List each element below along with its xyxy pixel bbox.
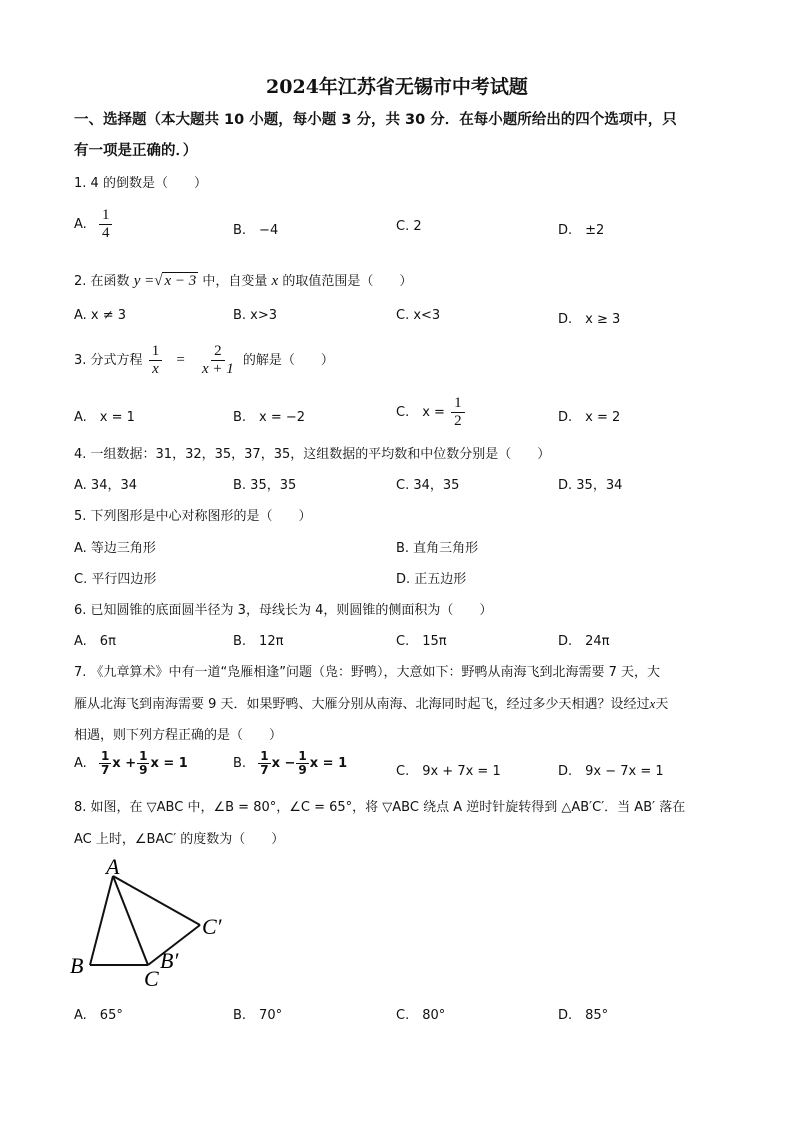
q6-stem: 6. 已知圆锥的底面圆半径为 3，母线长为 4，则圆锥的侧面积为（ ）: [74, 603, 493, 618]
q7-b-end: x = 1: [309, 756, 348, 771]
q3-equals: =: [176, 352, 185, 368]
q7-line2-post: 天: [655, 697, 669, 712]
fraction-denominator: 9: [298, 763, 307, 777]
q2-y-eq: y =: [133, 273, 155, 289]
q3-stem-post: 的解是（ ）: [242, 353, 334, 368]
q1-a-label: A.: [74, 217, 87, 232]
section-heading-line1: 一、选择题（本大题共 10 小题，每小题 3 分，共 30 分．在每小题所给出的四个选项中，只: [74, 112, 677, 128]
q2-option-d: D. x ≥ 3: [558, 312, 621, 327]
q3-option-d: D. x = 2: [558, 410, 621, 425]
q3-stem: [74, 343, 334, 378]
q1-option-c: C. 2: [396, 219, 422, 234]
label-c: C: [144, 966, 159, 991]
q3-c-label: C. x =: [396, 405, 445, 420]
q5-option-a: A. 等边三角形: [74, 541, 156, 556]
q8-line2: AC 上时，∠BAC′ 的度数为（ ）: [74, 832, 285, 847]
q2-option-b: B. x>3: [233, 308, 278, 323]
fraction-denominator: 4: [101, 225, 110, 241]
q3-c-fraction: [451, 395, 465, 430]
q3-right-fraction: [199, 343, 237, 378]
q7-line1: 7. 《九章算术》中有一道“凫雁相逢”问题（凫：野鸭），大意如下：野鸭从南海飞到北海需要 7 天，大: [74, 665, 661, 680]
fraction-numerator: 1: [149, 343, 163, 361]
q7-b-mid: x −: [271, 756, 296, 771]
q1-option-b: B. −4: [233, 223, 279, 238]
q7-line2-pre: 雁从北海飞到南海需要 9 天．如果野鸭、大雁分别从南海、北海同时起飞，经过多少天相遇？设经过: [74, 697, 650, 712]
fraction-numerator: 1: [298, 749, 307, 763]
q7-option-d: D. 9x − 7x = 1: [558, 764, 664, 779]
q1-a-fraction: [99, 207, 113, 242]
label-b-prime: B′: [160, 948, 179, 973]
q2-sqrt: x − 3: [164, 273, 197, 289]
segment-ac: [113, 876, 148, 965]
fraction-numerator: 2: [211, 343, 225, 361]
fraction-denominator: 7: [100, 763, 110, 777]
q6-option-a: A. 6π: [74, 634, 116, 649]
fraction-numerator: 1: [99, 207, 113, 225]
q7-option-c: C. 9x + 7x = 1: [396, 764, 501, 779]
q2-option-a: A. x ≠ 3: [74, 308, 127, 323]
fraction-denominator: 7: [260, 763, 269, 777]
q2-stem-pre: 2. 在函数: [74, 274, 130, 289]
q7-line3: 相遇，则下列方程正确的是（ ）: [74, 728, 283, 743]
q1-option-d: D. ±2: [558, 223, 605, 238]
fraction-numerator: 1: [100, 749, 110, 763]
label-b: B: [70, 953, 84, 978]
q4-option-a: A. 34，34: [74, 478, 138, 493]
fraction-numerator: 1: [451, 395, 465, 413]
q8-option-a: A. 65°: [74, 1008, 123, 1023]
q7-a-end: x = 1: [150, 756, 188, 771]
q5-option-c: C. 平行四边形: [74, 572, 157, 587]
segment-ab: [90, 876, 113, 965]
fraction-denominator: 2: [454, 413, 462, 429]
q3-option-c: [396, 395, 467, 430]
q2-var: x: [271, 273, 279, 289]
q7-a-mid: x +: [112, 756, 137, 771]
q5-option-d: D. 正五边形: [396, 572, 467, 587]
q2-option-c: C. x<3: [396, 308, 441, 323]
q4-option-c: C. 34，35: [396, 478, 460, 493]
fraction-denominator: x + 1: [201, 361, 234, 377]
q7-a-label: A.: [74, 756, 87, 771]
q8-line1: 8. 如图，在 ▽ABC 中，∠B = 80°，∠C = 65°，将 ▽ABC 绕点 A 逆时针旋转得到 △AB′C′．当 AB′ 落在: [74, 800, 686, 815]
label-c-prime: C′: [202, 914, 222, 939]
q7-option-a: [74, 750, 188, 777]
q5-stem: 5. 下列图形是中心对称图形的是（ ）: [74, 509, 312, 524]
q6-option-b: B. 12π: [233, 634, 284, 649]
q2-stem-mid: 中，自变量: [202, 274, 268, 289]
q7-var: x: [649, 696, 656, 711]
q7-b-label: B.: [233, 756, 247, 771]
q4-option-d: D. 35，34: [558, 478, 623, 493]
fraction-numerator: 1: [260, 749, 269, 763]
fraction-denominator: x: [152, 361, 159, 377]
q5-option-b: B. 直角三角形: [396, 541, 479, 556]
q6-option-d: D. 24π: [558, 634, 610, 649]
q4-stem: 4. 一组数据：31，32，35，37，35，这组数据的平均数和中位数分别是（ ）: [74, 447, 551, 462]
q1-stem: 1. 4 的倒数是（ ）: [74, 176, 207, 191]
q2-stem-post: 的取值范围是（ ）: [282, 274, 413, 289]
q7-option-b: [233, 750, 347, 777]
q7-line2: [74, 693, 668, 712]
segment-ac-prime: [113, 876, 200, 925]
q7-a-frac1: [99, 750, 111, 777]
q4-option-b: B. 35，35: [233, 478, 297, 493]
q3-option-a: A. x = 1: [74, 410, 135, 425]
q8-option-c: C. 80°: [396, 1008, 446, 1023]
q8-option-b: B. 70°: [233, 1008, 283, 1023]
label-a: A: [106, 854, 120, 879]
q3-left-fraction: [149, 343, 163, 378]
q3-stem-pre: 3. 分式方程: [74, 353, 143, 368]
q7-b-frac2: [296, 750, 308, 777]
fraction-denominator: 9: [139, 763, 148, 777]
page-title: 2024年江苏省无锡市中考试题: [266, 76, 528, 98]
q1-option-a: [74, 207, 114, 242]
q6-option-c: C. 15π: [396, 634, 447, 649]
q8-option-d: D. 85°: [558, 1008, 609, 1023]
q3-option-b: B. x = −2: [233, 410, 306, 425]
q7-a-frac2: [137, 750, 149, 777]
q7-b-frac1: [258, 750, 270, 777]
q8-triangle-figure: [60, 850, 260, 1000]
section-heading-line2: 有一项是正确的．）: [74, 143, 198, 159]
fraction-numerator: 1: [139, 749, 148, 763]
q2-stem: 2. 在函数 y =√ x − 3 中，自变量 x 的取值范围是（ ）: [74, 273, 413, 289]
